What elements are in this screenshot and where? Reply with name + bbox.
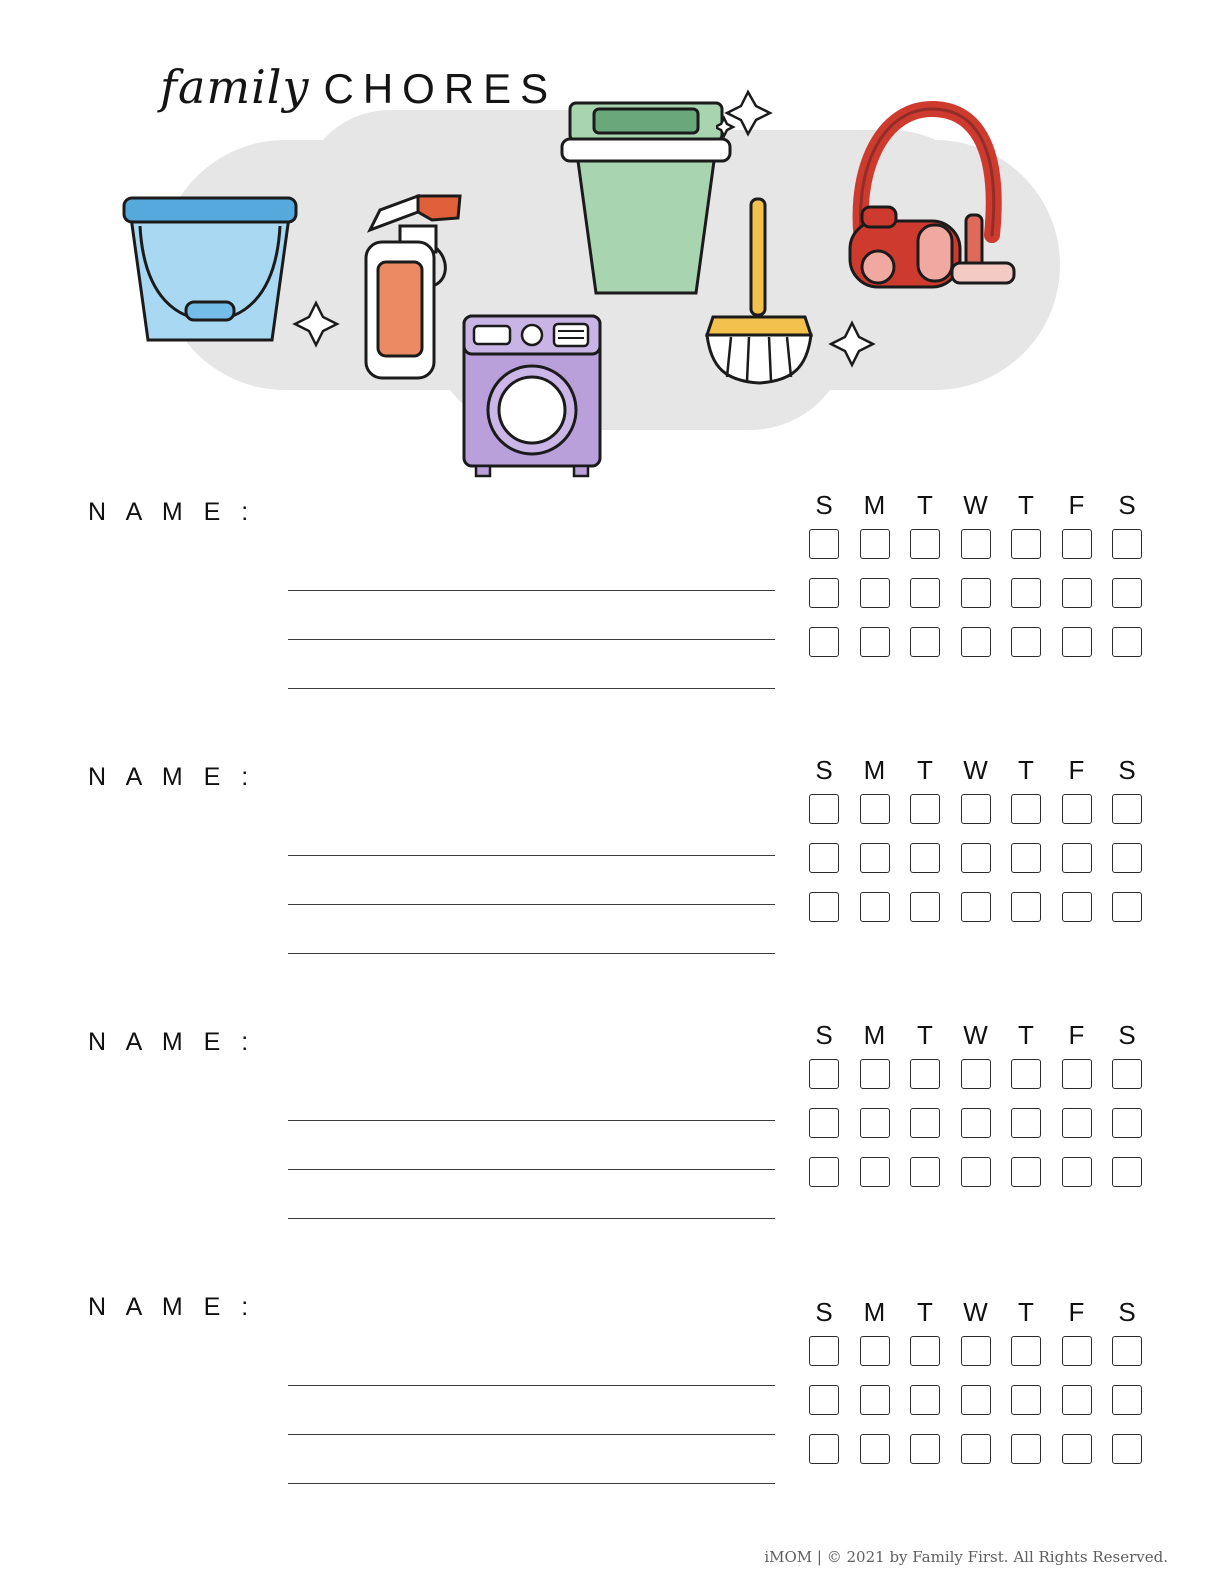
chore-line-input[interactable] [288, 640, 775, 689]
checkbox[interactable] [1112, 1108, 1142, 1138]
checkbox[interactable] [961, 1336, 991, 1366]
chore-line-input[interactable] [288, 1170, 775, 1219]
day-header [803, 1020, 1148, 1051]
table-row [803, 578, 1148, 608]
checkbox[interactable] [860, 1336, 890, 1366]
checkbox[interactable] [860, 1157, 890, 1187]
vacuum-cleaner-icon [840, 95, 1030, 305]
day-grid [803, 755, 1148, 941]
chore-lines [288, 1337, 775, 1484]
person-block [0, 1285, 1224, 1550]
checkbox[interactable] [1112, 892, 1142, 922]
checkbox[interactable] [860, 627, 890, 657]
table-row [803, 1108, 1148, 1138]
checkbox[interactable] [1062, 1108, 1092, 1138]
day-label-sat: S [1118, 1297, 1136, 1327]
table-row [803, 627, 1148, 657]
checkbox[interactable] [809, 1108, 839, 1138]
table-row [803, 794, 1148, 824]
checkbox[interactable] [1062, 529, 1092, 559]
checkbox[interactable] [809, 794, 839, 824]
checkbox[interactable] [809, 578, 839, 608]
day-header [803, 755, 1148, 786]
checkbox[interactable] [961, 627, 991, 657]
day-label-thu: T [1018, 490, 1034, 520]
checkbox[interactable] [1112, 1385, 1142, 1415]
table-row [803, 529, 1148, 559]
checkbox[interactable] [860, 843, 890, 873]
checkbox[interactable] [910, 1336, 940, 1366]
checkbox[interactable] [1011, 578, 1041, 608]
day-label-sun: S [815, 755, 833, 785]
checkbox[interactable] [1062, 1336, 1092, 1366]
day-label-sat: S [1118, 1020, 1136, 1050]
day-label-wed: W [963, 1020, 988, 1050]
day-label-mon: M [863, 490, 886, 520]
name-label: N A M E : [88, 763, 256, 791]
checkbox[interactable] [1062, 843, 1092, 873]
checkbox[interactable] [961, 892, 991, 922]
checkbox[interactable] [809, 1157, 839, 1187]
checkbox[interactable] [1011, 529, 1041, 559]
sparkle-icon [292, 300, 340, 348]
checkbox[interactable] [961, 794, 991, 824]
chore-line-input[interactable] [288, 1386, 775, 1435]
checkbox[interactable] [860, 1108, 890, 1138]
checkbox[interactable] [1112, 1434, 1142, 1464]
sparkle-icon [716, 88, 776, 138]
checkbox[interactable] [1011, 892, 1041, 922]
day-header [803, 1297, 1148, 1328]
checkbox[interactable] [910, 578, 940, 608]
chore-line-input[interactable] [288, 807, 775, 856]
chore-line-input[interactable] [288, 591, 775, 640]
checkbox[interactable] [910, 1434, 940, 1464]
checkbox[interactable] [1112, 1157, 1142, 1187]
checkbox[interactable] [860, 578, 890, 608]
chore-lines [288, 1072, 775, 1219]
checkbox[interactable] [809, 1385, 839, 1415]
checkbox[interactable] [1112, 843, 1142, 873]
checkbox[interactable] [809, 627, 839, 657]
person-block [0, 755, 1224, 1020]
day-label-sat: S [1118, 490, 1136, 520]
sparkle-icon [828, 320, 876, 368]
person-block [0, 490, 1224, 755]
checkbox[interactable] [809, 529, 839, 559]
chore-line-input[interactable] [288, 905, 775, 954]
name-label: N A M E : [88, 1028, 256, 1056]
day-label-thu: T [1018, 755, 1034, 785]
checkbox[interactable] [961, 529, 991, 559]
chore-line-input[interactable] [288, 1435, 775, 1484]
day-label-sun: S [815, 1297, 833, 1327]
day-label-thu: T [1018, 1020, 1034, 1050]
checkbox[interactable] [1062, 1434, 1092, 1464]
checkbox[interactable] [1112, 529, 1142, 559]
chore-line-input[interactable] [288, 1072, 775, 1121]
checkbox[interactable] [961, 1059, 991, 1089]
day-grid [803, 490, 1148, 676]
checkbox[interactable] [1112, 1059, 1142, 1089]
checkbox[interactable] [910, 1108, 940, 1138]
day-label-tue: T [917, 755, 933, 785]
checkbox[interactable] [961, 1157, 991, 1187]
checkbox[interactable] [809, 892, 839, 922]
checkbox[interactable] [910, 794, 940, 824]
title-script: family [160, 60, 310, 114]
checkbox[interactable] [1011, 1157, 1041, 1187]
checkbox[interactable] [860, 794, 890, 824]
day-grid [803, 1020, 1148, 1206]
chore-line-input[interactable] [288, 542, 775, 591]
table-row [803, 1059, 1148, 1089]
chore-line-input[interactable] [288, 1121, 775, 1170]
checkbox[interactable] [809, 1059, 839, 1089]
checkbox[interactable] [910, 843, 940, 873]
day-label-fri: F [1068, 490, 1085, 520]
day-label-thu: T [1018, 1297, 1034, 1327]
table-row [803, 1336, 1148, 1366]
checkbox[interactable] [860, 529, 890, 559]
table-row [803, 1434, 1148, 1464]
checkbox[interactable] [1062, 1059, 1092, 1089]
checkbox[interactable] [961, 1108, 991, 1138]
day-label-fri: F [1068, 755, 1085, 785]
name-label: N A M E : [88, 1293, 256, 1321]
checkbox[interactable] [1011, 1059, 1041, 1089]
table-row [803, 843, 1148, 873]
chore-line-input[interactable] [288, 1337, 775, 1386]
day-label-sun: S [815, 1020, 833, 1050]
checkbox[interactable] [1011, 794, 1041, 824]
checkbox[interactable] [910, 1059, 940, 1089]
checkbox[interactable] [1112, 578, 1142, 608]
day-label-mon: M [863, 755, 886, 785]
checkbox[interactable] [1011, 1336, 1041, 1366]
day-label-sat: S [1118, 755, 1136, 785]
table-row [803, 1157, 1148, 1187]
bucket-icon [110, 190, 310, 360]
name-label: N A M E : [88, 498, 256, 526]
day-label-wed: W [963, 755, 988, 785]
checkbox[interactable] [809, 843, 839, 873]
day-label-sun: S [815, 490, 833, 520]
checkbox[interactable] [1062, 794, 1092, 824]
checkbox[interactable] [1112, 627, 1142, 657]
day-label-fri: F [1068, 1297, 1085, 1327]
checkbox[interactable] [1112, 1336, 1142, 1366]
chore-lines [288, 807, 775, 954]
day-label-mon: M [863, 1020, 886, 1050]
checkbox[interactable] [860, 1434, 890, 1464]
checkbox[interactable] [809, 1336, 839, 1366]
checkbox[interactable] [860, 1059, 890, 1089]
header-illustration [0, 0, 1224, 490]
spray-bottle-icon [340, 190, 470, 385]
checkbox[interactable] [961, 1434, 991, 1464]
checkbox[interactable] [1062, 627, 1092, 657]
checkbox[interactable] [860, 892, 890, 922]
day-label-tue: T [917, 1297, 933, 1327]
day-label-wed: W [963, 1297, 988, 1327]
title-block: CHORES [323, 65, 558, 112]
person-block [0, 1020, 1224, 1285]
washing-machine-icon [458, 310, 608, 480]
checkbox[interactable] [961, 843, 991, 873]
checkbox[interactable] [1011, 627, 1041, 657]
checkbox[interactable] [1062, 1385, 1092, 1415]
chore-chart [0, 490, 1224, 1550]
day-label-tue: T [917, 1020, 933, 1050]
checkbox[interactable] [961, 1385, 991, 1415]
chore-line-input[interactable] [288, 856, 775, 905]
checkbox[interactable] [961, 578, 991, 608]
chore-lines [288, 542, 775, 689]
checkbox[interactable] [1011, 843, 1041, 873]
day-header [803, 490, 1148, 521]
checkbox[interactable] [910, 627, 940, 657]
checkbox[interactable] [809, 1434, 839, 1464]
day-grid [803, 1297, 1148, 1483]
checkbox[interactable] [1011, 1108, 1041, 1138]
checkbox[interactable] [1011, 1385, 1041, 1415]
checkbox[interactable] [910, 1157, 940, 1187]
checkbox[interactable] [910, 529, 940, 559]
table-row [803, 892, 1148, 922]
day-label-fri: F [1068, 1020, 1085, 1050]
day-label-tue: T [917, 490, 933, 520]
checkbox[interactable] [910, 1385, 940, 1415]
checkbox[interactable] [1062, 892, 1092, 922]
checkbox[interactable] [1062, 578, 1092, 608]
checkbox[interactable] [1062, 1157, 1092, 1187]
broom-icon [695, 195, 825, 390]
day-label-mon: M [863, 1297, 886, 1327]
footer-copyright: iMOM | © 2021 by Family First. All Rights Reserved. [764, 1548, 1168, 1566]
checkbox[interactable] [910, 892, 940, 922]
table-row [803, 1385, 1148, 1415]
checkbox[interactable] [1112, 794, 1142, 824]
checkbox[interactable] [860, 1385, 890, 1415]
checkbox[interactable] [1011, 1434, 1041, 1464]
day-label-wed: W [963, 490, 988, 520]
page-title [160, 60, 557, 114]
